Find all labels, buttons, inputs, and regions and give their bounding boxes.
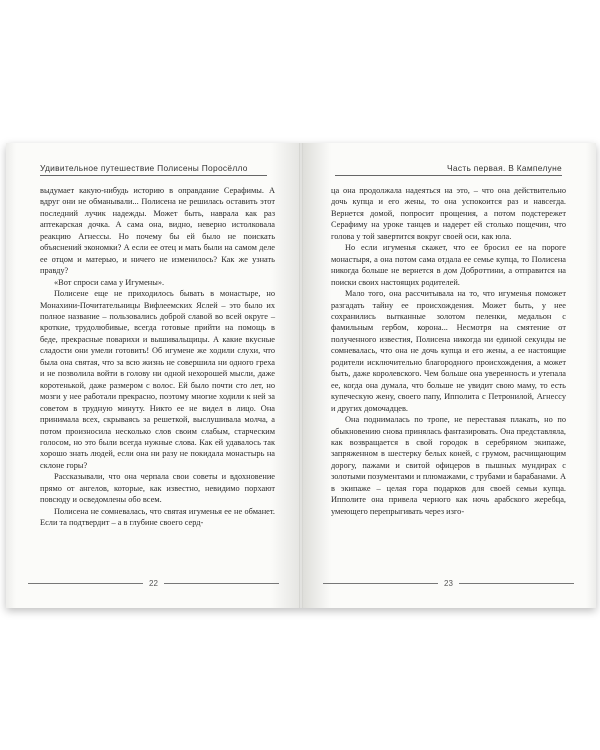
right-folio [301, 579, 596, 588]
right-page-number: 23 [444, 579, 453, 588]
book-gutter [299, 143, 303, 608]
left-folio [6, 579, 301, 588]
right-running-header: Часть первая. В Кампелуне [335, 163, 562, 176]
paragraph: выдумает какую-нибудь историю в оправдание Серафимы. А вдруг они не обманывали... Полисена не решилась оставить этот последний лучик надежды. Может быть, наврала как раз аптекарская дочка. А сама она, видно, неверно истолковала реакцию Агнессы. Но почему бы ей было не поискать объяснений экономки? А если ее отец и мать были на самом деле ее отцом и матерью, и ничего не изменилось? Как же узнать правду? [40, 186, 275, 276]
paragraph: Но если игуменья скажет, что ее бросил ее на пороге монастыря, а она потом сама отдала ее семье купца, то Полисена никогда больше не вернется в дом Доброттини, а отправится на поиски своих настоящих родителей. [331, 243, 566, 287]
paragraph: Мало того, она рассчитывала на то, что игуменья поможет разгадать тайну ее происхождения. Может быть, у нее сохранились вытканные золотом пеленки, медальон с фамильным гербом, корона... Несмотря на смятение от полученного известия, Полисена никогда ни единой секунды не сомневалась, что она не дочь купца и его жены, а ее настоящие родители исключительно благородного происхождения, а может быть, даже королевского. Чем больше она уверенность и утепала ее, когда она думала, что больше не увидит свою маму, то есть купеческую жену, своего папу, Ипполита с Петронилой, Агнессу и других домочадцев. [331, 289, 566, 413]
left-running-header: Удивительное путешествие Полисены Поросёлло [40, 163, 267, 176]
folio-rule [459, 583, 574, 584]
right-body-text [331, 185, 566, 517]
folio-rule [323, 583, 438, 584]
left-body-text [40, 185, 275, 529]
folio-rule [164, 583, 279, 584]
left-page-number: 22 [149, 579, 158, 588]
paragraph: ца она продолжала надеяться на это, – что она действительно дочь купца и его жены, то она успокоится раз и навсегда. Вернется домой, попросит прощения, а потом подстережет Серафиму на уроке танцев и надерет ей столько пощечин, что голова у той завертится вокруг своей оси, как юла. [331, 186, 566, 241]
paragraph: «Вот спроси сама у Игумены». [54, 277, 165, 287]
open-book-spread [6, 143, 596, 608]
folio-rule [28, 583, 143, 584]
paragraph: Полисене еще не приходилось бывать в монастыре, но Монахини-Почитательницы Вифлеемских Яслей – это было их полное название – пользовались доброй славой во всей округе – кроткие, трудолюбивые, всегда готовые прийти на помощь в беде, прекрасные поварихи и вышивальщицы. А какие вкусные сладости они умели готовить! Об игумене же ходили слухи, что была она святая, что за всю жизнь не совершила ни одного греха и не позволила войти в голову ни одной нехорошей мысли, даже коротенькой, даже размером с волос. Ей было почти сто лет, но мозги у нее работали прекрасно, поэтому многие ходили к ней за советом в трудную минуту. Никто ее не видел в лицо. Она принимала всех, скрываясь за решеткой, выслушивала молча, а потом произносила несколько слов своим слабым, старческим голосом, но это были всегда нужные слова. Как ей удавалось так хорошо знать людей, если она ни разу не покидала монастырь на склоне горы? [40, 289, 275, 470]
paragraph: Рассказывали, что она черпала свои советы и вдохновение прямо от ангелов, которые, как известно, невидимо порхают повсюду и осведомлены обо всем. [40, 472, 275, 505]
left-page [6, 143, 301, 608]
paragraph: Она поднималась по тропе, не переставая плакать, но по обыкновению снова принялась фантазировать. Она представляла, как возвращается в свой городок в серебряном экипаже, запряженном в шестерку белых коней, с грумом, расчищающим дорогу, пажами и свитой офицеров в пышных мундирах с золотыми позументами и плюмажами, с трубами и барабанами. А в экипаже – целая гора подарков для своей семьи купца. Ипполите она привела черного как ночь арабского жеребца, умеющего перепрыгивать через изго- [331, 415, 566, 516]
right-page [301, 143, 596, 608]
paragraph: Полисена не сомневалась, что святая игуменья ее не обманет. Если та подтвердит – а в глубине своего серд- [40, 506, 275, 528]
